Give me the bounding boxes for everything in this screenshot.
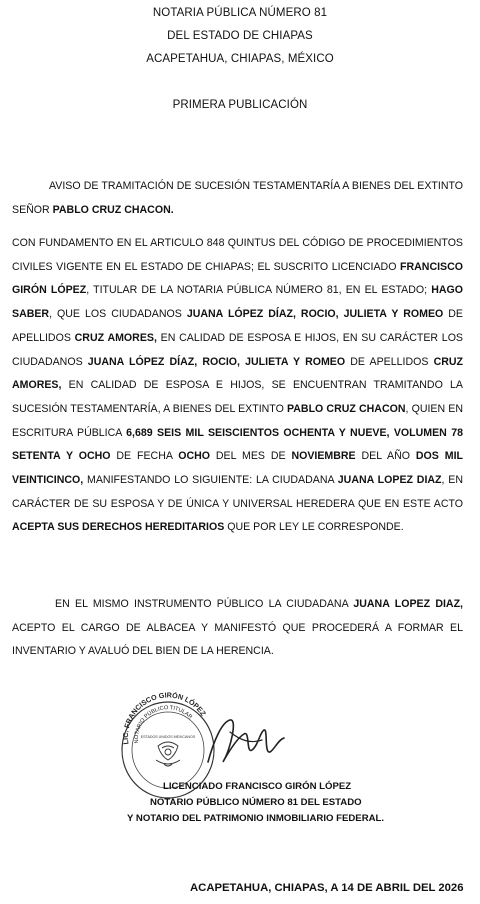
notary-office-title: NOTARIA PÚBLICA NÚMERO 81 (152, 7, 328, 19)
bold-segment: PABLO CRUZ CHACON (286, 402, 406, 415)
text-segment: EN CALIDAD DE ESPOSA E HIJOS, SE ENCUENTRAN TRAMITANDO LA SUCESIÓN TESTAMENTARÍA, A BIENES DEL EXTINTO (12, 379, 463, 415)
text-segment: MANIFESTANDO LO SIGUIENTE: LA CIUDADANA (83, 474, 338, 487)
bold-segment: ACEPTA SUS DERECHOS HEREDITARIOS (12, 521, 225, 534)
bold-segment: JUANA LOPEZ DIAZ, (353, 598, 463, 610)
publication-label: PRIMERA PUBLICACIÓN (172, 99, 308, 111)
bold-segment: FRANCISCO GIRÓN LÓPEZ (12, 260, 463, 297)
notice-body-paragraph (12, 232, 463, 540)
text-segment: ACEPTO EL CARGO DE ALBACEA Y MANIFESTÓ QUE PROCEDERÁ A FORMAR EL INVENTARIO Y AVALUÓ DEL BIEN DE LA HERENCIA. (12, 621, 463, 658)
bold-segment: NOVIEMBRE (291, 450, 356, 463)
bold-segment: PABLO CRUZ CHACON. (52, 203, 174, 216)
place-and-date: ACAPETAHUA, CHIAPAS, A 14 DE ABRIL DEL 2026 (190, 882, 464, 894)
eagle-emblem-icon (156, 742, 180, 766)
text-segment: EN CALIDAD DE ESPOSA E HIJOS, EN SU CARÁCTER LOS CIUDADANOS (12, 331, 463, 368)
bold-segment: JUANA LÓPEZ DÍAZ, ROCIO, JULIETA Y ROMEO (87, 355, 346, 368)
handwritten-signature (200, 710, 290, 780)
bold-segment: CRUZ AMORES, (74, 331, 157, 344)
seal-center-text: ESTADOS UNIDOS MEXICANOS (140, 735, 196, 739)
text-segment: , TITULAR DE LA NOTARIA PÚBLICA NÚMERO 81, EN EL ESTADO; (86, 284, 432, 297)
text-segment: DEL MES DE (210, 450, 292, 463)
bold-segment: 6,689 SEIS MIL SEISCIENTOS OCHENTA Y NUEVE, VOLUMEN 78 SETENTA Y OCHO (12, 426, 463, 463)
text-segment: DE APELLIDOS (12, 308, 463, 344)
executor-paragraph (12, 593, 463, 664)
signer-title: NOTARIO PÚBLICO NÚMERO 81 DEL ESTADO (150, 797, 362, 808)
text-segment: , QUE LOS CIUDADANOS (49, 308, 187, 321)
signer-name: LICENCIADO FRANCISCO GIRÓN LÓPEZ (163, 781, 352, 792)
bold-segment: JUANA LÓPEZ DÍAZ, ROCIO, JULIETA Y ROMEO (186, 308, 444, 321)
text-segment: DE APELLIDOS (345, 355, 434, 368)
bold-segment: JUANA LOPEZ DIAZ (337, 474, 442, 487)
text-segment: DEL AÑO (355, 450, 416, 463)
bold-segment: DOS MIL VEINTICINCO, (12, 450, 463, 487)
seal-outer-text: LIC. FRANCISCO GIRÓN LÓPEZ (120, 690, 208, 745)
bold-segment: CRUZ AMORES, (12, 355, 464, 392)
text-segment: DE FECHA (110, 450, 179, 463)
location-line: ACAPETAHUA, CHIAPAS, MÉXICO (146, 53, 334, 65)
text-segment: QUE POR LEY LE CORRESPONDE. (224, 521, 404, 534)
seal-inner-text: NOTARIO PÚBLICO TITULAR (133, 705, 194, 744)
text-segment: AVISO DE TRAMITACIÓN DE SUCESIÓN TESTAMENTARÍA A BIENES DEL EXTINTO SEÑOR (12, 180, 463, 216)
bold-segment: OCHO (178, 450, 211, 463)
text-segment: , EN CARÁCTER DE SU ESPOSA Y DE ÚNICA Y UNIVERSAL HEREDERA QUE EN ESTE ACTO (12, 474, 463, 510)
text-segment: EN EL MISMO INSTRUMENTO PÚBLICO LA CIUDADANA (55, 598, 354, 610)
signer-title-federal: Y NOTARIO DEL PATRIMONIO INMOBILIARIO FEDERAL. (127, 813, 385, 824)
state-line: DEL ESTADO DE CHIAPAS (167, 30, 313, 42)
notice-intro-paragraph (12, 175, 463, 222)
bold-segment: HAGO SABER (12, 284, 463, 321)
text-segment: CON FUNDAMENTO EN EL ARTICULO 848 QUINTUS DEL CÓDIGO DE PROCEDIMIENTOS CIVILES VIGENTE EN EL ESTADO DE CHIAPAS; EL SUSCRITO LICENCIADO (12, 237, 463, 273)
text-segment: , QUIEN EN ESCRITURA PÚBLICA (12, 402, 464, 439)
